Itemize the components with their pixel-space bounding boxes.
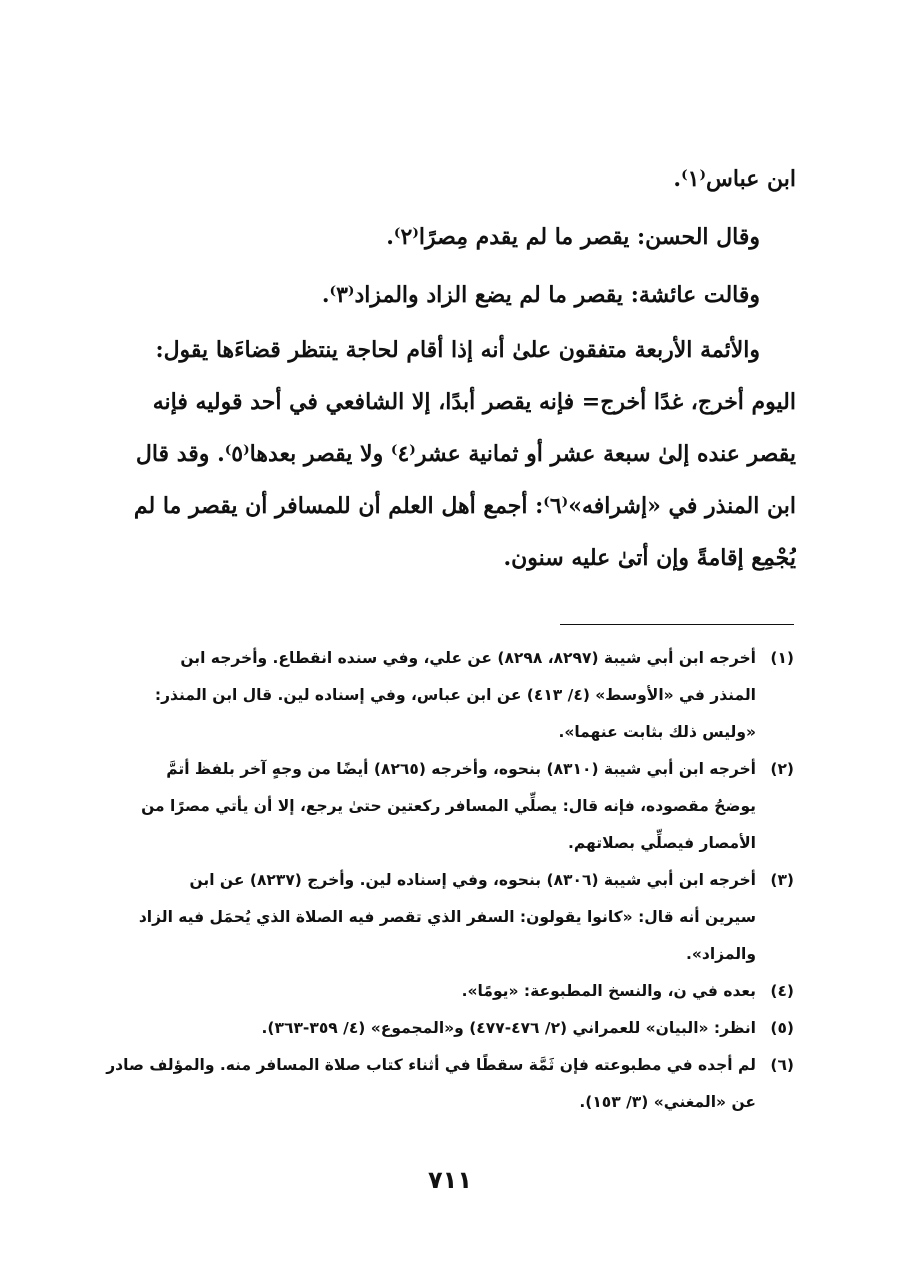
footnote-line: عن «المغني» (٣/ ١٥٣). xyxy=(579,1093,756,1111)
footnote-line: والمزاد». xyxy=(686,945,756,963)
footnote-line: أخرجه ابن أبي شيبة (٨٢٩٧، ٨٢٩٨) عن علي، وفي سنده انقطاع. وأخرجه ابن xyxy=(180,649,756,667)
footnote-5 xyxy=(104,1010,794,1047)
footnote-number: (٢) xyxy=(770,760,794,778)
footnote-3 xyxy=(104,862,794,973)
footnote-2 xyxy=(104,751,794,862)
footnote-number: (١) xyxy=(770,649,794,667)
footnote-body xyxy=(104,751,756,862)
footnote-line: أخرجه ابن أبي شيبة (٨٣١٠) بنحوه، وأخرجه (٨٢٦٥) أيضًا من وجهٍ آخر بلفظ أتمَّ xyxy=(166,760,756,778)
main-text xyxy=(100,150,796,584)
footnote-4 xyxy=(104,973,794,1010)
footnote-number: (٥) xyxy=(770,1019,794,1037)
page-number: ٧١١ xyxy=(428,1166,472,1194)
footnote-6 xyxy=(104,1047,794,1121)
text-line-1: ابن عباس⁽١⁾. xyxy=(673,166,796,192)
footnote-line: «وليس ذلك بثابت عنهما». xyxy=(558,723,756,741)
paragraph-line-4: ابن المنذر في «إشرافه»⁽٦⁾: أجمع أهل العلم أن للمسافر أن يقصر ما لم xyxy=(133,493,796,519)
footnote-body xyxy=(104,640,756,751)
footnote-line: أخرجه ابن أبي شيبة (٨٣٠٦) بنحوه، وفي إسناده لين. وأخرج (٨٢٣٧) عن ابن xyxy=(189,871,756,889)
footnote-number: (٣) xyxy=(770,871,794,889)
footnote-body xyxy=(104,1047,756,1121)
footnote-number: (٦) xyxy=(770,1056,794,1074)
footnote-number: (٤) xyxy=(770,982,794,1000)
footnote-divider xyxy=(560,624,794,625)
footnote-body xyxy=(104,1010,756,1047)
paragraph-line-5: يُجْمِع إقامةً وإن أتىٰ عليه سنون. xyxy=(503,545,796,571)
footnote-line: لم أجده في مطبوعته فإن ثَمَّة سقطًا في أثناء كتاب صلاة المسافر منه. والمؤلف صادر xyxy=(106,1056,756,1074)
text-line-2: وقال الحسن: يقصر ما لم يقدم مِصرًا⁽٢⁾. xyxy=(386,224,760,250)
footnote-line: سيرين أنه قال: «كانوا يقولون: السفر الذي تقصر فيه الصلاة الذي يُحمَل فيه الزاد xyxy=(138,908,756,926)
footnote-body xyxy=(104,973,756,1010)
footnote-line: يوضحُ مقصوده، فإنه قال: يصلِّي المسافر ركعتين حتىٰ يرجع، إلا أن يأتي مصرًا من xyxy=(141,797,756,815)
text-line-3: وقالت عائشة: يقصر ما لم يضع الزاد والمزاد⁽٣⁾. xyxy=(321,282,760,308)
footnote-body xyxy=(104,862,756,973)
footnote-line: الأمصار فيصلِّي بصلاتهم. xyxy=(568,834,756,852)
paragraph-line-1: والأئمة الأربعة متفقون علىٰ أنه إذا أقام لحاجة ينتظر قضاءَها يقول: xyxy=(155,337,760,363)
footnotes xyxy=(104,640,794,1121)
paragraph-line-3: يقصر عنده إلىٰ سبعة عشر أو ثمانية عشر⁽٤⁾ ولا يقصر بعدها⁽٥⁾. وقد قال xyxy=(135,441,796,467)
footnote-1 xyxy=(104,640,794,751)
footnote-line: انظر: «البيان» للعمراني (٢/ ٤٧٦-٤٧٧) و«المجموع» (٤/ ٣٥٩-٣٦٣). xyxy=(261,1019,756,1037)
footnote-line: المنذر في «الأوسط» (٤/ ٤١٣) عن ابن عباس، وفي إسناده لين. قال ابن المنذر: xyxy=(154,686,756,704)
footnote-line: بعده في ن، والنسخ المطبوعة: «يومًا». xyxy=(461,982,756,1000)
paragraph-line-2: اليوم أخرج، غدًا أخرج= فإنه يقصر أبدًا، إلا الشافعي في أحد قوليه فإنه xyxy=(152,389,796,415)
main-paragraph xyxy=(100,324,796,584)
